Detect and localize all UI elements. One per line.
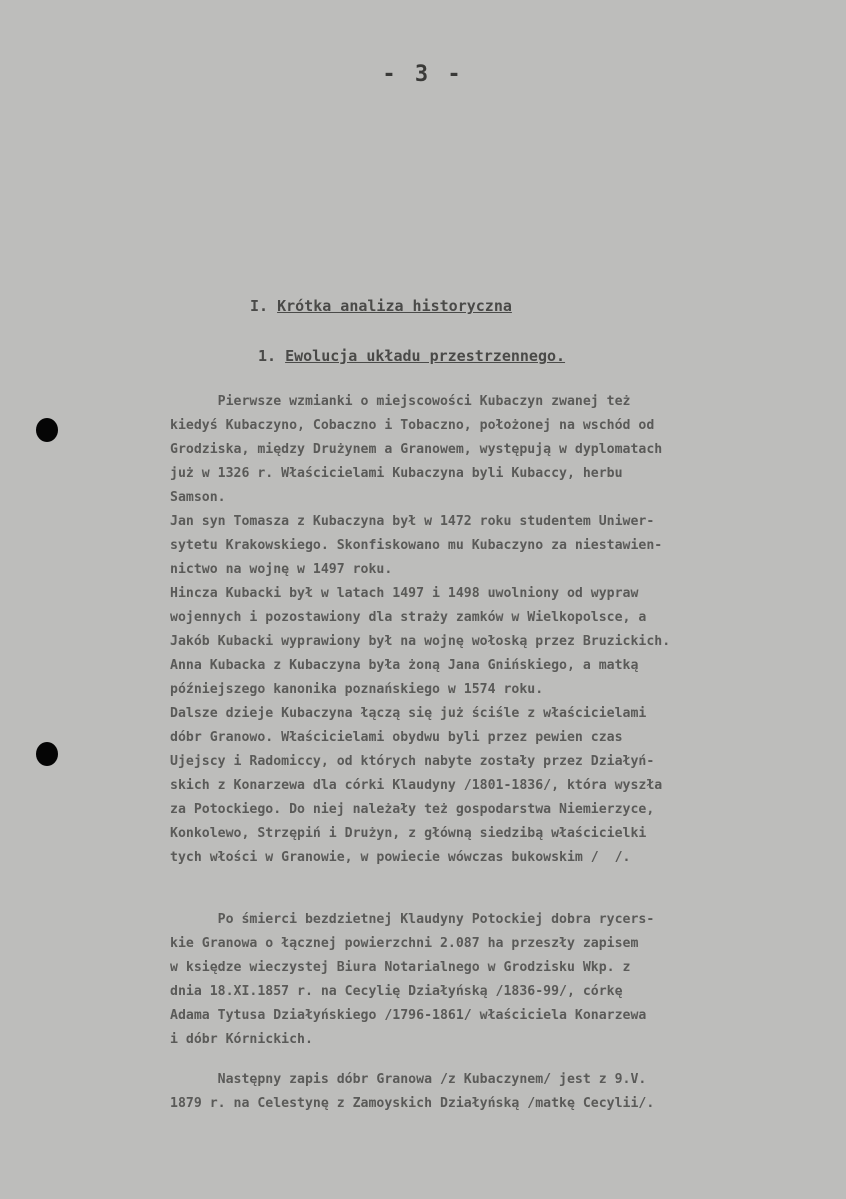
section-heading [250,297,512,315]
section-title: Krótka analiza historyczna [277,297,512,315]
punch-hole-bottom [36,742,58,766]
text-line: Grodziska, między Drużynem a Granowem, występują w dyplomatach [170,442,663,457]
text-line: Ujejscy i Radomiccy, od których nabyte zostały przez Działyń- [170,754,655,769]
text-line: Pierwsze wzmianki o miejscowości Kubaczyn zwanej też [170,394,631,409]
section-number: I. [250,297,269,315]
text-line: tych włości w Granowie, w powiecie wówczas bukowskim / /. [170,850,631,865]
subsection-heading [258,347,565,365]
text-line: Dalsze dzieje Kubaczyna łączą się już ściśle z właścicielami [170,706,647,721]
text-line: wojennych i pozostawiony dla straży zamków w Wielkopolsce, a [170,610,647,625]
text-line: kie Granowa o łącznej powierzchni 2.087 ha przeszły zapisem [170,936,639,951]
text-line: za Potockiego. Do niej należały też gospodarstwa Niemierzyce, [170,802,655,817]
paragraph-next-record [170,1068,820,1116]
text-line: kiedyś Kubaczyno, Cobaczno i Tobaczno, położonej na wschód od [170,418,655,433]
subsection-title: Ewolucja układu przestrzennego. [285,347,566,365]
text-line: i dóbr Kórnickich. [170,1032,313,1047]
text-line: nictwo na wojnę w 1497 roku. [170,562,393,577]
text-line: Konkolewo, Strzępiń i Drużyn, z główną siedzibą właścicielki [170,826,647,841]
paragraph-potocka [170,908,820,1052]
text-line: Następny zapis dóbr Granowa /z Kubaczynem/ jest z 9.V. [170,1072,647,1087]
text-line: Adama Tytusa Działyńskiego /1796-1861/ właściciela Konarzewa [170,1008,647,1023]
text-line: sytetu Krakowskiego. Skonfiskowano mu Kubaczyno za niestawien- [170,538,663,553]
text-line: dnia 18.XI.1857 r. na Cecylię Działyńską /1836-99/, córkę [170,984,623,999]
text-line: Samson. [170,490,226,505]
text-line: Jan syn Tomasza z Kubaczyna był w 1472 roku studentem Uniwer- [170,514,655,529]
text-line: Anna Kubacka z Kubaczyna była żoną Jana Gnińskiego, a matką [170,658,639,673]
text-line: Po śmierci bezdzietnej Klaudyny Potockiej dobra rycers- [170,912,655,927]
subsection-number: 1. [258,347,277,365]
text-line: 1879 r. na Celestynę z Zamoyskich Działyńską /matkę Cecylii/. [170,1096,655,1111]
text-line: Jakób Kubacki wyprawiony był na wojnę wołoską przez Bruzickich. [170,634,671,649]
text-line: skich z Konarzewa dla córki Klaudyny /1801-1836/, która wyszła [170,778,663,793]
text-line: Hincza Kubacki był w latach 1497 i 1498 uwolniony od wypraw [170,586,639,601]
text-line: już w 1326 r. Właścicielami Kubaczyna byli Kubaccy, herbu [170,466,623,481]
punch-hole-top [36,418,58,442]
paragraph-history [170,390,820,870]
page-number: - 3 - [382,62,464,87]
text-line: późniejszego kanonika poznańskiego w 1574 roku. [170,682,544,697]
text-line: w księdze wieczystej Biura Notarialnego w Grodzisku Wkp. z [170,960,631,975]
text-line: dóbr Granowo. Właścicielami obydwu byli przez pewien czas [170,730,623,745]
